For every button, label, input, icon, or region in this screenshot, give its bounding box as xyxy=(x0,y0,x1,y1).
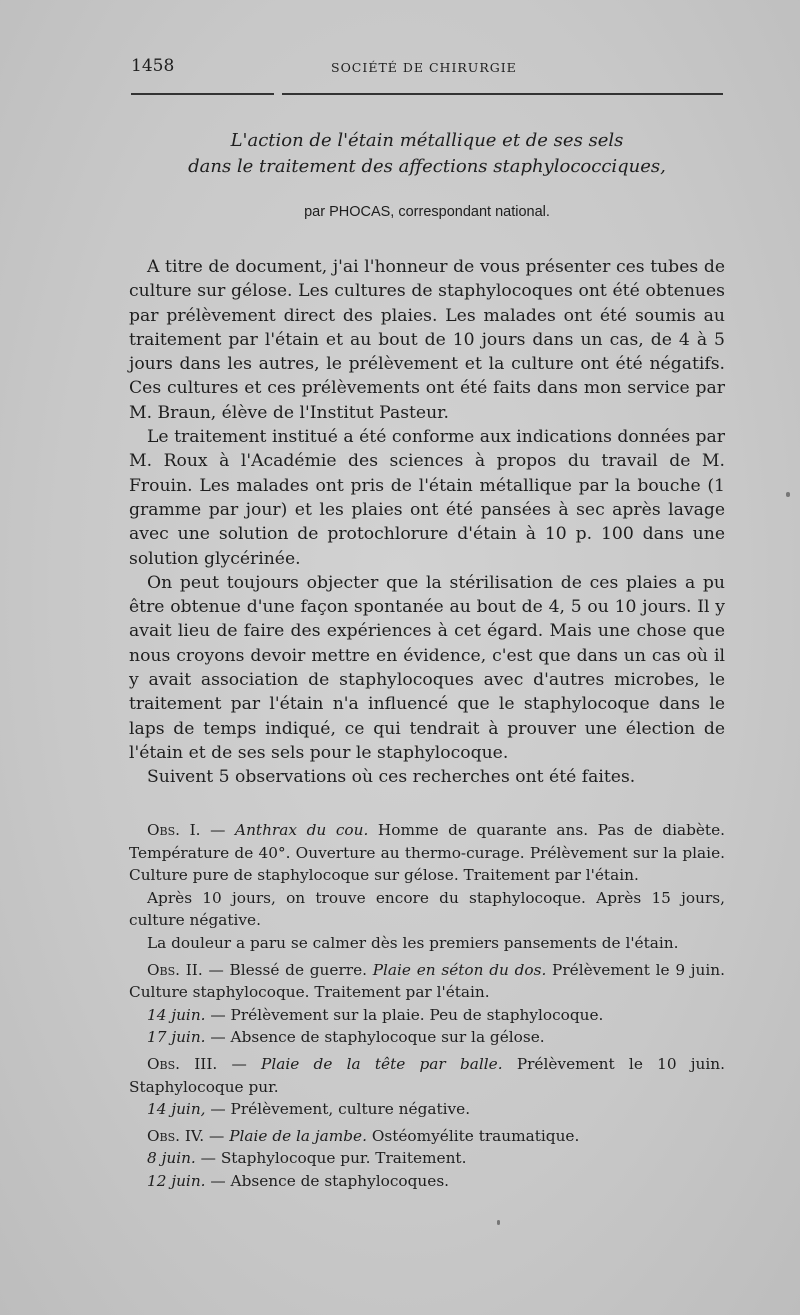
running-title: SOCIÉTÉ DE CHIRURGIE xyxy=(331,60,517,75)
obs-dash: — xyxy=(204,1126,230,1145)
obs-date: 8 juin. xyxy=(147,1149,196,1168)
article-body xyxy=(129,255,725,790)
obs-title: Anthrax du cou. xyxy=(235,821,369,839)
observation-3 xyxy=(129,1053,725,1098)
obs-entry xyxy=(129,1147,725,1170)
obs-dash: — xyxy=(202,960,230,979)
paragraph: Le traitement institué a été conforme aux indications données par M. Roux à l'Académie des sciences à propos du travail de M. Frouin. Les malades ont pris de l'étain métallique par la bouche (1 gramme par jour) et les plaies ont été pansées à sec après lavage avec une solution de protochlorure d'étain à 10 p. 100 dans une solution glycérinée. xyxy=(129,427,725,569)
obs-dash: — xyxy=(200,821,236,839)
paragraph: A titre de document, j'ai l'honneur de vous présenter ces tubes de culture sur gélose. Les cultures de staphylocoques ont été obtenues par prélèvement direct des plaies. Les malades ont été soumis au traitement par l'étain et au bout de 10 jours dans un cas, de 4 à 5 jours dans les autres, le prélèvement et la culture ont été négatifs. Ces cultures et ces prélèvements ont été faits dans mon service par M. Braun, élève de l'Institut Pasteur. xyxy=(129,257,725,423)
obs-label: Obs. II. xyxy=(147,960,203,979)
obs-date: 12 juin. xyxy=(147,1171,206,1190)
paragraph: On peut toujours objecter que la stérilisation de ces plaies a pu être obtenue d'une façon spontanée au bout de 4, 5 ou 10 jours. Il y avait lieu de faire des expériences à cet égard. Mais une chose que nous croyons devoir mettre en évidence, c'est que dans un cas où il y avait association de staphylocoques avec d'autres microbes, le traitement par l'étain n'a influencé que le staphylocoque dans le laps de temps indiqué, ce qui tendrait à prouver une élection de l'étain et de ses sels pour le staphylocoque. xyxy=(129,572,725,763)
obs-dash: — xyxy=(217,1054,262,1073)
header-rule-right xyxy=(282,93,723,95)
obs-lead: Blessé de guerre. xyxy=(229,960,373,979)
obs-date: 17 juin. xyxy=(147,1028,206,1047)
obs-title: Plaie en séton du dos. xyxy=(372,960,547,979)
page-header xyxy=(131,56,726,82)
obs-entry xyxy=(129,1004,725,1027)
obs-label: Obs. I. xyxy=(147,821,201,839)
obs-text: Prélèvement le 10 juin. Staphylocoque pur. xyxy=(129,1054,726,1096)
obs-entry-text: — Absence de staphylocoque sur la gélose. xyxy=(205,1028,545,1047)
obs-text: Homme de quarante ans. Pas de diabète. Température de 40°. Ouverture au thermo-curage. Prélèvement sur la plaie. Culture pure de staphylocoque sur gélose. Traitement par l'étain. xyxy=(129,821,725,885)
obs-text: Ostéomyélite traumatique. xyxy=(366,1126,580,1145)
title-line-1: L'action de l'étain métallique et de ses sels xyxy=(230,130,624,151)
obs-followup: La douleur a paru se calmer dès les premiers pansements de l'étain. xyxy=(147,933,679,952)
page-number: 1458 xyxy=(131,56,175,76)
byline: par PHOCAS, correspondant national. xyxy=(304,204,550,220)
obs-date: 14 juin. xyxy=(147,1005,206,1024)
obs-entry-text: — Staphylocoque pur. Traitement. xyxy=(195,1149,467,1168)
obs-followup: Après 10 jours, on trouve encore du staphylocoque. Après 15 jours, culture négative. xyxy=(129,888,725,930)
obs-entry-text: — Prélèvement, culture négative. xyxy=(205,1100,471,1119)
paper-speck xyxy=(497,1220,500,1225)
obs-date: 14 juin, xyxy=(147,1100,206,1119)
obs-entry-text: — Prélèvement sur la plaie. Peu de staphylocoque. xyxy=(205,1005,604,1024)
obs-title: Plaie de la tête par balle. xyxy=(261,1054,503,1073)
observations xyxy=(129,819,725,1193)
obs-entry-text: — Absence de staphylocoques. xyxy=(205,1171,450,1190)
obs-entry xyxy=(129,1170,725,1193)
article-title xyxy=(131,128,723,180)
obs-entry xyxy=(129,1026,725,1049)
obs-label: Obs. III. xyxy=(147,1054,218,1073)
header-rule-left xyxy=(131,93,274,95)
observation-1 xyxy=(129,819,725,887)
obs-entry xyxy=(129,1098,725,1121)
paragraph: Suivent 5 observations où ces recherches ont été faites. xyxy=(147,767,636,788)
obs-label: Obs. IV. xyxy=(147,1126,205,1145)
obs-title: Plaie de la jambe. xyxy=(229,1126,367,1145)
observation-2 xyxy=(129,959,725,1004)
title-line-2: dans le traitement des affections staphylococciques, xyxy=(188,156,666,177)
paper-speck xyxy=(786,492,790,497)
observation-4 xyxy=(129,1125,725,1148)
obs-text: Prélèvement le 9 juin. Culture staphylocoque. Traitement par l'étain. xyxy=(129,960,725,1002)
